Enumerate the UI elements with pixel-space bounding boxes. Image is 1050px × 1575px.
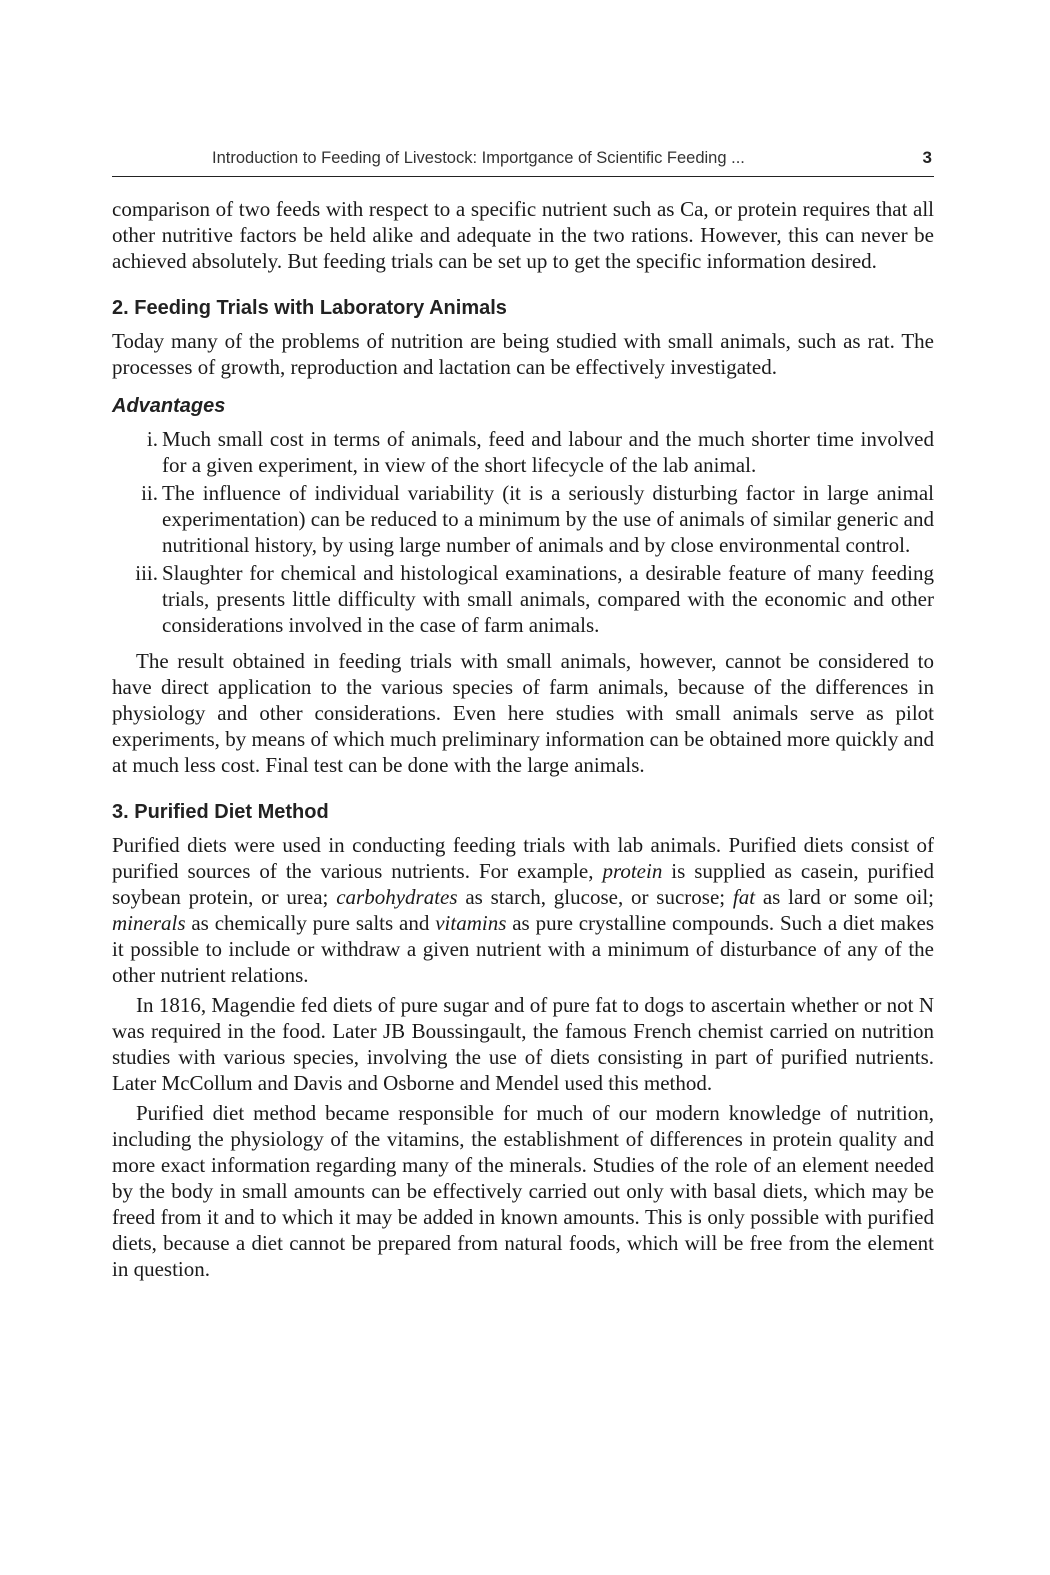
purified-diet-paragraph-2: In 1816, Magendie fed diets of pure sugar and of pure fat to dogs to ascertain whether or not N was required in the food. Later JB Boussingault, the famous French chemist carried on nutrition studies with various species, involving the use of diets consisting in part of purified nutrients. Later McCollum and Davis and Osborne and Mendel used this method. xyxy=(112,993,934,1095)
italic-term-vitamins: vitamins xyxy=(435,911,507,935)
intro-paragraph: comparison of two feeds with respect to a specific nutrient such as Ca, or protein requires that all other nutritive factors be held alike and adequate in the two rations. However, this can never be achieved absolutely. But feeding trials can be set up to get the specific information desired. xyxy=(112,197,934,273)
list-item-number: ii. xyxy=(141,481,158,505)
italic-term-fat: fat xyxy=(732,885,756,909)
purified-diet-paragraph-1 xyxy=(112,832,934,988)
feeding-trials-paragraph: Today many of the problems of nutrition are being studied with small animals, such as rat. The processes of growth, reproduction and lactation can be effectively investigated. xyxy=(112,329,934,379)
body-text xyxy=(112,196,934,1282)
running-title: Introduction to Feeding of Livestock: Importgance of Scientific Feeding ... xyxy=(212,149,745,167)
list-item xyxy=(112,480,934,558)
italic-term-carbohydrates: carbohydrates xyxy=(336,885,458,909)
running-header xyxy=(112,146,934,177)
list-item-text: Slaughter for chemical and histological examinations, a desirable feature of many feeding trials, presents little difficulty with small animals, compared with the economic and other considerations involved in the case of farm animals. xyxy=(162,561,934,637)
text-run: is supplied as casein, purified soybean protein, or urea; xyxy=(112,859,935,909)
list-item-number: i. xyxy=(146,427,158,451)
list-item xyxy=(112,426,934,478)
page-number: 3 xyxy=(922,148,932,167)
section-heading-feeding-trials: 2. Feeding Trials with Laboratory Animals xyxy=(112,297,507,319)
list-item xyxy=(112,560,934,638)
text-run: Purified diets were used in conducting feeding trials with lab animals. Purified diets consist of purified sources of the various nutrients. For example, xyxy=(112,833,934,883)
advantages-list xyxy=(112,426,934,638)
purified-diet-paragraph-3: Purified diet method became responsible for much of our modern knowledge of nutrition, including the physiology of the vitamins, the establishment of differences in protein quality and more exact information regarding many of the minerals. Studies of the role of an element needed by the body in small amounts can be effectively carried out only with basal diets, which may be freed from it and to which it may be added in known amounts. This is only possible with purified diets, because a diet cannot be prepared from natural foods, which will be free from the element in question. xyxy=(112,1101,934,1281)
italic-term-protein: protein xyxy=(602,859,663,883)
italic-term-minerals: minerals xyxy=(112,911,186,935)
advantages-heading: Advantages xyxy=(112,395,226,417)
list-item-text: Much small cost in terms of animals, feed and labour and the much shorter time involved for a given experiment, in view of the short lifecycle of the lab animal. xyxy=(162,427,934,477)
text-run: as chemically pure salts and xyxy=(185,911,436,935)
text-run: as lard or some oil; xyxy=(755,885,935,909)
result-paragraph: The result obtained in feeding trials with small animals, however, cannot be considered to have direct application to the various species of farm animals, because of the differences in physiology and other considerations. Even here studies with small animals serve as pilot experiments, by means of which much preliminary information can be obtained more quickly and at much less cost. Final test can be done with the large animals. xyxy=(112,649,934,777)
list-item-text: The influence of individual variability (it is a seriously disturbing factor in large animal experimentation) can be reduced to a minimum by the use of animals of similar generic and nutritional history, by using large number of animals and by close environmental control. xyxy=(162,481,934,557)
section-heading-purified-diet: 3. Purified Diet Method xyxy=(112,801,329,823)
list-item-number: iii. xyxy=(135,561,158,585)
text-run: as starch, glucose, or sucrose; xyxy=(457,885,733,909)
text-run: as pure crystalline compounds. Such a diet makes it possible to include or withdraw a given nutrient with a minimum of disturbance of any of the other nutrient relations. xyxy=(112,911,934,987)
